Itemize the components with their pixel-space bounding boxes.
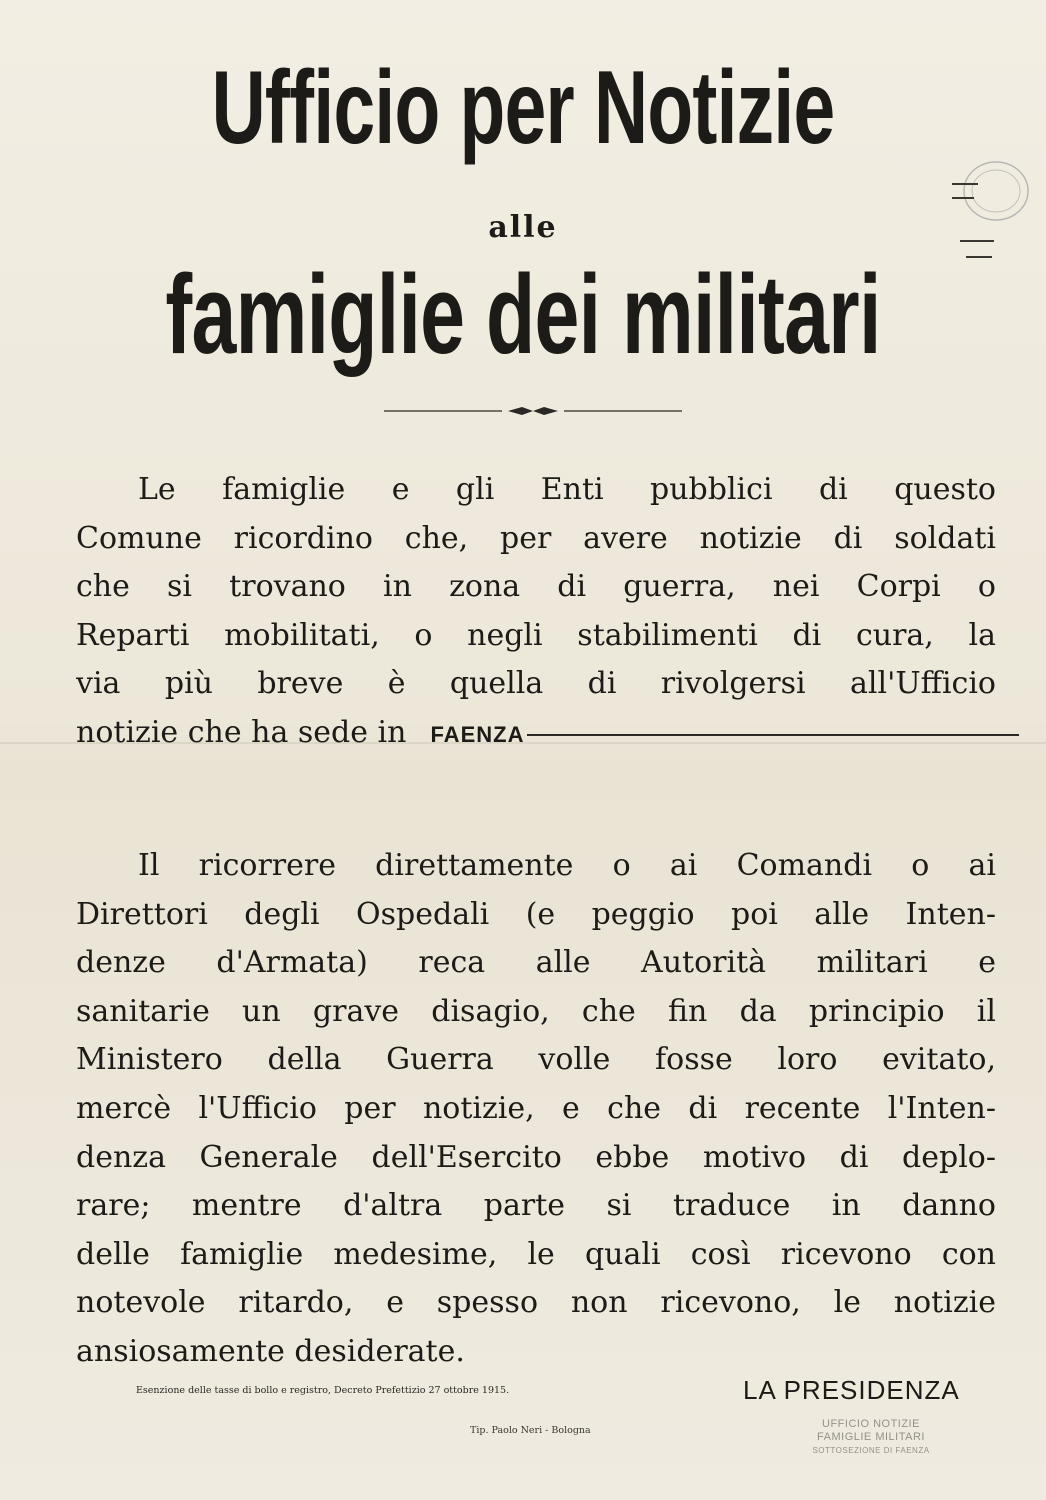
round-stamp-icon — [952, 158, 1032, 224]
fill-rule — [527, 734, 1019, 736]
paragraph-line: rare; mentre d'altra parte si traduce in danno — [76, 1188, 996, 1224]
tax-exemption-note: Esenzione delle tasse di bollo e registro, Decreto Prefettizio 27 ottobre 1915. — [136, 1385, 510, 1396]
place-name: FAENZA — [430, 721, 525, 747]
margin-mark — [966, 256, 992, 258]
stamp-line: SOTTOSEZIONE DI FAENZA — [812, 1446, 930, 1455]
title-line-1: Ufficio per Notizie — [211, 50, 835, 166]
paragraph-line: notevole ritardo, e spesso non ricevono, le notizie — [76, 1285, 996, 1321]
paragraph-line-text: notizie che ha sede in — [76, 714, 407, 750]
ornament-divider — [384, 404, 682, 418]
paragraph-line: denze d'Armata) reca alle Autorità militari e — [76, 945, 996, 981]
paragraph-line: via più breve è quella di rivolgersi all'Ufficio — [76, 666, 996, 702]
title-line-3: famiglie dei militari — [165, 252, 881, 377]
paragraph-line: Il ricorrere direttamente o ai Comandi o ai — [138, 848, 996, 883]
paragraph-line: che si trovano in zona di guerra, nei Corpi o — [76, 569, 996, 605]
paragraph-2 — [76, 842, 996, 1377]
paragraph-line: Comune ricordino che, per avere notizie di soldati — [76, 520, 996, 556]
paragraph-line: Direttori degli Ospedali (e peggio poi alle Inten- — [76, 896, 996, 932]
paragraph-line: Ministero della Guerra volle fosse loro evitato, — [76, 1042, 996, 1078]
paragraph-line: denza Generale dell'Esercito ebbe motivo di deplo- — [76, 1139, 996, 1175]
office-stamp — [806, 1418, 936, 1468]
paragraph-line-last: ansiosamente desiderate. — [76, 1333, 465, 1369]
paragraph-line: Le famiglie e gli Enti pubblici di questo — [138, 472, 996, 507]
paragraph-line: sanitarie un grave disagio, che fin da principio il — [76, 993, 996, 1029]
signature: LA PRESIDENZA — [743, 1375, 960, 1405]
stamp-line: FAMIGLIE MILITARI — [817, 1431, 925, 1443]
paragraph-line: Reparti mobilitati, o negli stabilimenti di cura, la — [76, 617, 996, 653]
stamp-line: UFFICIO NOTIZIE — [822, 1418, 920, 1430]
paragraph-line: delle famiglie medesime, le quali così ricevono con — [76, 1236, 996, 1272]
title-line-2: alle — [488, 210, 558, 245]
margin-mark — [960, 240, 994, 242]
paragraph-1 — [76, 466, 996, 758]
printer-credit: Tip. Paolo Neri - Bologna — [470, 1425, 591, 1436]
paragraph-line: mercè l'Ufficio per notizie, e che di recente l'Inten- — [76, 1090, 996, 1126]
